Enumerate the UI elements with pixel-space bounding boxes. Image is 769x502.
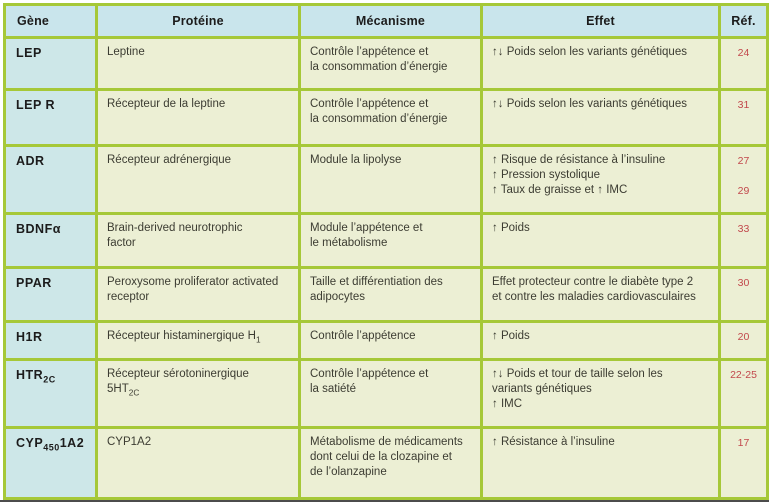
table-row-bdnf <box>5 214 768 268</box>
text-line: ↑ Risque de résistance à l’insuline <box>492 154 666 166</box>
text-line: Leptine <box>107 46 145 58</box>
ref-number: 24 <box>737 47 750 59</box>
effect-cell <box>482 90 720 146</box>
mechanism-cell <box>300 146 482 214</box>
text-line: Taille et différentiation des <box>310 276 443 288</box>
protein-cell <box>97 428 300 499</box>
gene-protein-table <box>3 3 769 500</box>
text-line: Récepteur adrénergique <box>107 154 232 166</box>
table-row-lep <box>5 38 768 90</box>
subscript: 2C <box>128 388 140 398</box>
gene-cell: PPAR <box>5 268 97 322</box>
table-header <box>5 5 768 38</box>
text-line: la consommation d’énergie <box>310 61 448 73</box>
text-line: $5HT_{2C}$ <box>107 383 140 398</box>
text-line: de l’olanzapine <box>310 466 387 478</box>
protein-cell <box>97 214 300 268</box>
text-line: ↑↓ Poids selon les variants génétiques <box>492 46 687 58</box>
ref-number: 29 <box>737 185 750 197</box>
effect-cell <box>482 322 720 360</box>
table-row-ppar <box>5 268 768 322</box>
ref-number: 30 <box>737 277 750 289</box>
text-line: Effet protecteur contre le diabète type 2 <box>492 276 694 288</box>
table-row-htr2c <box>5 360 768 428</box>
mechanism-cell <box>300 214 482 268</box>
table-row-adr <box>5 146 768 214</box>
ref-cell <box>720 146 768 214</box>
text-line: Récepteur de la leptine <box>107 98 226 110</box>
header-mechanism: Mécanisme <box>300 5 482 38</box>
mechanism-cell <box>300 268 482 322</box>
text-line: ↑ Poids <box>492 222 530 234</box>
text-line: ↑ Pression systolique <box>492 169 601 181</box>
effect-cell <box>482 360 720 428</box>
text-line: variants génétiques <box>492 383 592 395</box>
mechanism-cell <box>300 38 482 90</box>
protein-cell <box>97 38 300 90</box>
subscript: 1 <box>255 335 261 345</box>
text-line: ↑ Poids <box>492 330 530 342</box>
effect-cell <box>482 146 720 214</box>
text-line: Contrôle l’appétence et <box>310 368 429 380</box>
ref-cell <box>720 428 768 499</box>
header-ref: Réf. <box>720 5 768 38</box>
ref-number: 31 <box>737 99 750 111</box>
text-line: Récepteur histaminergique $H_1$ <box>107 330 261 345</box>
text-line: factor <box>107 237 136 249</box>
table-row-cyp1a2 <box>5 428 768 499</box>
effect-cell <box>482 214 720 268</box>
header-effect: Effet <box>482 5 720 38</box>
protein-cell <box>97 268 300 322</box>
effect-cell <box>482 428 720 499</box>
mechanism-cell <box>300 360 482 428</box>
text-line: Métabolisme de médicaments <box>310 436 463 448</box>
text-line: la satiété <box>310 383 357 395</box>
ref-number: 27 <box>737 155 750 167</box>
text-line: la consommation d’énergie <box>310 113 448 125</box>
gene-cell: $HTR_{2C}$ <box>5 360 97 428</box>
text-line: le métabolisme <box>310 237 388 249</box>
ref-cell <box>720 360 768 428</box>
ref-cell <box>720 322 768 360</box>
text-line: Peroxysome proliferator activated <box>107 276 279 288</box>
subscript: 450 <box>43 442 60 453</box>
text-line: et contre les maladies cardiovasculaires <box>492 291 696 303</box>
protein-cell <box>97 322 300 360</box>
protein-cell <box>97 360 300 428</box>
mechanism-cell <box>300 428 482 499</box>
ref-cell <box>720 38 768 90</box>
gene-cell: BDNFα <box>5 214 97 268</box>
header-row <box>5 5 768 38</box>
subscript: 2C <box>43 374 56 385</box>
text-line: Module l’appétence et <box>310 222 423 234</box>
mechanism-cell <box>300 322 482 360</box>
text-line: ↑ Résistance à l’insuline <box>492 436 615 448</box>
text-line: ↑ Taux de graisse et ↑ IMC <box>492 184 628 196</box>
effect-cell <box>482 38 720 90</box>
text-line: ↑ IMC <box>492 398 523 410</box>
text-line: CYP1A2 <box>107 436 152 448</box>
ref-cell <box>720 214 768 268</box>
text-line: Récepteur sérotoninergique <box>107 368 249 380</box>
gene-cell: LEP R <box>5 90 97 146</box>
ref-number: 17 <box>737 437 750 449</box>
text-line: Contrôle l’appétence et <box>310 98 429 110</box>
text-line: Module la lipolyse <box>310 154 402 166</box>
gene-cell: ADR <box>5 146 97 214</box>
ref-number: 33 <box>737 223 750 235</box>
header-gene: Gène <box>5 5 97 38</box>
text-line: Contrôle l’appétence et <box>310 46 429 58</box>
ref-cell <box>720 268 768 322</box>
ref-number: 20 <box>737 331 750 343</box>
text-line: adipocytes <box>310 291 365 303</box>
gene-cell: LEP <box>5 38 97 90</box>
protein-cell <box>97 90 300 146</box>
ref-number: 22-25 <box>730 369 757 381</box>
effect-cell <box>482 268 720 322</box>
table-row-h1r <box>5 322 768 360</box>
text-line: dont celui de la clozapine et <box>310 451 452 463</box>
text-line: ↑↓ Poids et tour de taille selon les <box>492 368 663 380</box>
ref-cell <box>720 90 768 146</box>
gene-cell: H1R <box>5 322 97 360</box>
table-row-lepr <box>5 90 768 146</box>
gene-cell: $CYP_{450}1A2$ <box>5 428 97 499</box>
text-line: Brain-derived neurotrophic <box>107 222 243 234</box>
text-line: ↑↓ Poids selon les variants génétiques <box>492 98 687 110</box>
text-line: Contrôle l’appétence <box>310 330 416 342</box>
protein-cell <box>97 146 300 214</box>
header-protein: Protéine <box>97 5 300 38</box>
mechanism-cell <box>300 90 482 146</box>
text-line: receptor <box>107 291 150 303</box>
